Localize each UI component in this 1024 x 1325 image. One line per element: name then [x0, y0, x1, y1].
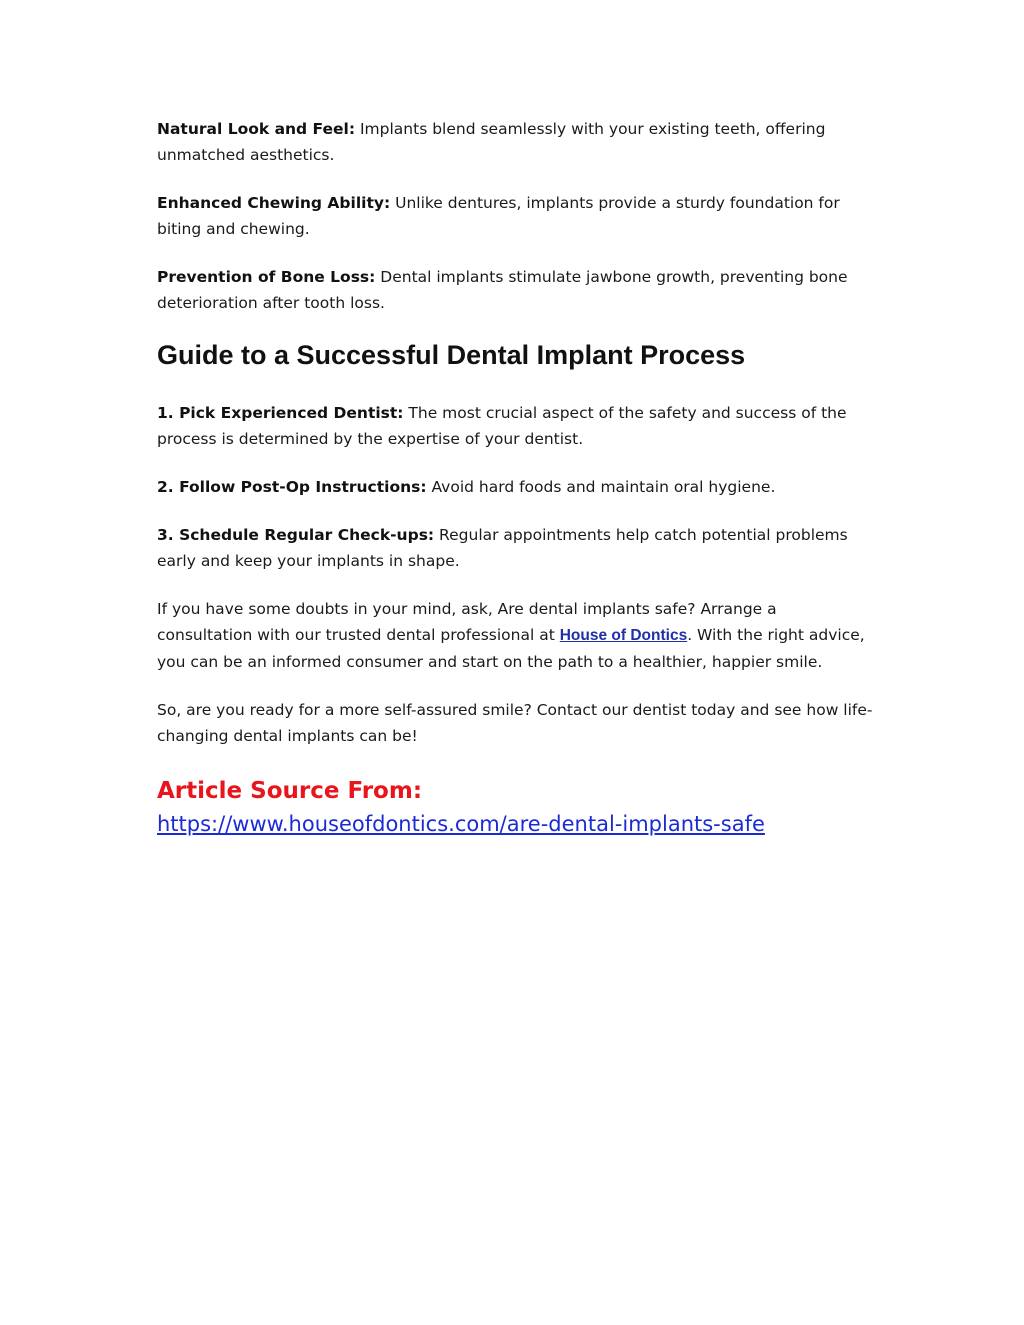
- step-text: The most crucial aspect of the safety and success of the process is determined by the expertise of your dentist.: [157, 404, 847, 448]
- step-label: 2. Follow Post-Op Instructions:: [157, 478, 427, 496]
- consultation-text-before: If you have some doubts in your mind, ask, Are dental implants safe? Arrange a consultation with our trusted dental professional at: [157, 600, 777, 644]
- step-label: 3. Schedule Regular Check-ups:: [157, 526, 435, 544]
- benefit-bone-loss: [157, 264, 874, 316]
- benefit-label: Prevention of Bone Loss:: [157, 268, 376, 286]
- benefit-natural-look: [157, 116, 874, 168]
- benefit-chewing-ability: [157, 190, 874, 242]
- guide-step-2: [157, 474, 874, 500]
- article-source-link[interactable]: https://www.houseofdontics.com/are-dental-implants-safe: [157, 812, 765, 836]
- consultation-paragraph: [157, 596, 874, 675]
- closing-paragraph: So, are you ready for a more self-assured smile? Contact our dentist today and see how life-changing dental implants can be!: [157, 701, 873, 745]
- house-of-dontics-link[interactable]: House of Dontics: [559, 627, 688, 644]
- benefit-label: Natural Look and Feel:: [157, 120, 356, 138]
- benefit-label: Enhanced Chewing Ability:: [157, 194, 391, 212]
- guide-step-3: [157, 522, 874, 574]
- step-text: Regular appointments help catch potential problems early and keep your implants in shape.: [157, 526, 848, 570]
- benefit-text: Unlike dentures, implants provide a sturdy foundation for biting and chewing.: [157, 194, 840, 238]
- step-text: Avoid hard foods and maintain oral hygiene.: [426, 478, 776, 496]
- guide-step-1: [157, 400, 874, 452]
- benefit-text: Dental implants stimulate jawbone growth, preventing bone deterioration after tooth loss.: [157, 268, 848, 312]
- article-source-heading: Article Source From:: [157, 778, 423, 804]
- consultation-text-after: . With the right advice, you can be an informed consumer and start on the path to a healthier, happier smile.: [157, 626, 865, 671]
- benefit-text: Implants blend seamlessly with your existing teeth, offering unmatched aesthetics.: [157, 120, 826, 164]
- guide-heading: Guide to a Successful Dental Implant Process: [157, 340, 746, 370]
- step-label: 1. Pick Experienced Dentist:: [157, 404, 404, 422]
